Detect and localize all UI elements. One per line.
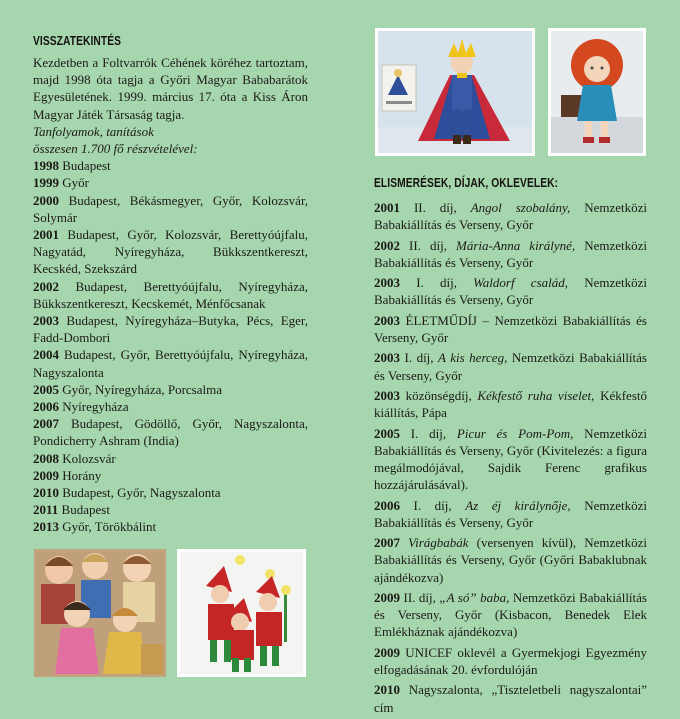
course-row (33, 157, 308, 174)
award-entry (374, 497, 647, 531)
award-pre: I. díj, (400, 497, 466, 513)
award-entry (374, 644, 647, 678)
section-heading-awards: ELISMERÉSEK, DÍJAK, OKLEVELEK: (374, 176, 559, 190)
course-row (33, 501, 308, 518)
course-year: 2009 (33, 467, 59, 483)
course-year: 2007 (33, 416, 59, 432)
award-title: Az éj királynője, (465, 497, 571, 513)
award-year: 2005 (374, 425, 400, 441)
award-post: Nemzetközi Babakiállítás és Verseny, Győr (Kisbacon, Benedek Elek Emlékháznak ajándékozva) (374, 589, 647, 640)
course-row (33, 484, 308, 501)
award-pre: UNICEF oklevél a Gyermekjogi Egyezmény elfogadásának 20. évfordulóján (374, 644, 647, 677)
award-year: 2002 (374, 237, 400, 253)
course-row (33, 518, 308, 535)
course-places: Győr (62, 175, 89, 191)
award-post: Nemzetközi Babakiállítás és Verseny, Győr (374, 275, 647, 308)
award-pre: I. díj, (400, 425, 457, 441)
award-year: 2003 (374, 275, 400, 291)
award-title: Picur és Pom-Pom, (456, 425, 574, 441)
award-year: 2001 (374, 200, 400, 215)
award-pre: I. díj, (400, 350, 439, 366)
award-post: (versenyen kívül), Nemzetközi Babakiállítás és Verseny, Győr (Győri Babaklubnak ajándékozva) (374, 535, 647, 585)
course-row (33, 381, 308, 398)
award-title: Waldorf család, (473, 275, 568, 291)
course-year: 2011 (33, 502, 59, 518)
course-year: 2001 (33, 227, 59, 243)
course-places: Budapest, Békásmegyer, Győr, Kolozsvár, Solymár (33, 192, 309, 225)
course-places: Budapest (62, 158, 111, 174)
award-title: Angol szobalány, (470, 200, 571, 215)
award-title: Virágbabák (408, 535, 469, 551)
award-pre: ÉLETMŰDÍJ – Nemzetközi Babakiállítás és Verseny, Győr (374, 312, 647, 345)
award-pre: Nagyszalonta, „Tiszteletbeli nagyszalontai” cím (374, 682, 647, 715)
course-places: Nyíregyháza (62, 399, 129, 415)
award-post: Nemzetközi Babakiállítás és Verseny, Győr (374, 200, 647, 233)
course-places: Budapest, Győr, Nagyszalonta (62, 485, 221, 501)
course-row (33, 398, 308, 415)
course-year: 2005 (33, 381, 59, 397)
award-list (374, 199, 647, 716)
course-row (33, 346, 308, 380)
course-year: 2010 (33, 485, 59, 501)
award-title: „A só” baba, (439, 589, 510, 605)
left-column (33, 0, 308, 536)
course-year: 2006 (33, 399, 59, 415)
photo-red-haired-doll (548, 28, 646, 156)
award-year: 2006 (374, 497, 400, 513)
award-post: Nemzetközi Babakiállítás és Verseny, Győr (374, 237, 647, 270)
course-row (33, 415, 308, 449)
course-year: 2008 (33, 450, 59, 466)
course-list (33, 157, 308, 535)
award-pre: II. díj, (400, 237, 456, 253)
course-year: 2000 (33, 192, 59, 208)
course-row (33, 467, 308, 484)
course-places: Budapest, Nyíregyháza–Butyka, Pécs, Eger, Fadd-Dombori (33, 313, 308, 346)
award-entry (374, 312, 647, 346)
course-places: Horány (62, 467, 102, 483)
award-year: 2003 (374, 350, 400, 366)
course-year: 1999 (33, 175, 59, 191)
award-post: Kékfestő kiállítás, Pápa (374, 387, 647, 421)
award-pre: közönségdíj, (400, 387, 478, 403)
course-year: 2002 (33, 278, 59, 294)
award-title: Mária-Anna királyné, (456, 237, 576, 253)
course-places: Budapest, Berettyóújfalu, Nyíregyháza, Bükkszentkereszt, Kecskemét, Ménfőcsanak (33, 278, 308, 311)
award-post: Nemzetközi Babakiállítás és Verseny, Győr (Kivitelezés: a figura megálmodójával, Sajdik Ferenc grafikus hozzájárulásával). (374, 425, 647, 493)
award-entry (374, 199, 647, 233)
course-row (33, 226, 308, 278)
award-post: Nemzetközi Babakiállítás és Verseny, Győr (374, 497, 647, 530)
award-pre (400, 535, 408, 550)
award-entry (374, 589, 647, 641)
course-places: Budapest, Győr, Berettyóújfalu, Nyíregyháza, Nagyszalonta (33, 347, 308, 380)
course-row (33, 278, 308, 312)
award-year: 2003 (374, 387, 400, 403)
course-places: Győr, Nyíregyháza, Porcsalma (62, 381, 223, 397)
award-entry (374, 425, 647, 494)
course-year: 2013 (33, 519, 59, 535)
courses-label: Tanfolyamok, tanítások (33, 123, 154, 139)
course-year: 2003 (33, 313, 59, 329)
course-row (33, 312, 308, 346)
award-year: 2003 (374, 312, 400, 328)
award-entry (374, 387, 647, 421)
award-year: 2009 (374, 589, 400, 605)
course-places: Budapest (61, 502, 110, 518)
course-row (33, 192, 308, 226)
photo-flower-dolls (177, 549, 306, 677)
award-pre: II. díj, (400, 589, 440, 605)
award-year: 2009 (374, 644, 400, 660)
courses-count: összesen 1.700 fő részvételével: (33, 141, 198, 157)
award-year: 2010 (374, 682, 400, 698)
course-places: Budapest, Gödöllő, Győr, Nagyszalonta, Pondicherry Ashram (India) (33, 416, 308, 449)
course-row (33, 450, 308, 467)
intro-paragraph: Kezdetben a Foltvarrók Céhének köréhez tartoztam, majd 1998 óta tagja a Győri Magyar Bababarátok Egyesületének. 1999. március 17. óta a Kiss Áron Magyar Játék Társaság tagja. (33, 55, 308, 122)
award-title: A kis herceg, (438, 350, 508, 366)
award-year: 2007 (374, 535, 400, 551)
award-entry (374, 237, 647, 271)
award-entry (374, 681, 647, 715)
award-entry (374, 534, 647, 586)
course-places: Győr, Törökbálint (62, 519, 157, 535)
photo-little-prince (375, 28, 535, 156)
award-entry (374, 274, 647, 308)
course-row (33, 174, 308, 191)
award-pre: I. díj, (400, 275, 474, 291)
photo-waldorf-dolls (34, 549, 166, 677)
course-year: 2004 (33, 347, 59, 363)
section-heading-retrospect: VISSZATEKINTÉS (33, 34, 122, 48)
award-title: Kékfestő ruha viselet, (477, 387, 595, 403)
course-places: Kolozsvár (62, 450, 116, 466)
award-pre: II. díj, (400, 200, 471, 215)
course-year: 1998 (33, 158, 59, 174)
course-places: Budapest, Győr, Kolozsvár, Berettyóújfalu, Nagyatád, Nyíregyháza, Bükkszentkereszt, Kecskéd, Szekszárd (33, 227, 308, 277)
award-post: Nemzetközi Babakiállítás és Verseny, Győr (374, 350, 647, 383)
award-entry (374, 349, 647, 383)
